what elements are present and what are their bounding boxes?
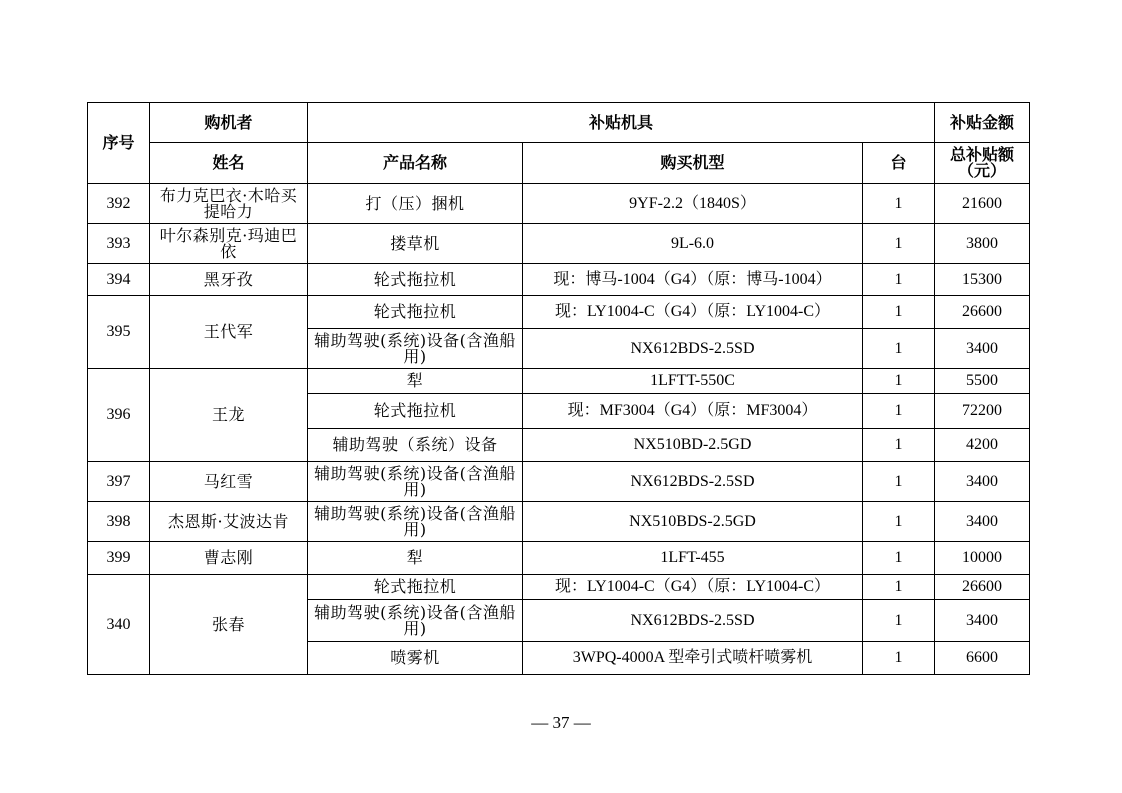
row-model: 现：LY1004-C（G4）（原：LY1004-C） [523,296,863,329]
row-units: 1 [863,502,935,542]
subsidy-table [87,102,1030,675]
table-row [88,575,1030,600]
row-model: NX510BDS-2.5GD [523,502,863,542]
row-units: 1 [863,642,935,675]
table-row [88,462,1030,502]
header-product: 产品名称 [308,143,523,184]
row-amount: 15300 [935,264,1030,296]
row-seq: 393 [88,224,150,264]
row-units: 1 [863,462,935,502]
row-seq: 396 [88,369,150,462]
row-amount: 26600 [935,575,1030,600]
row-product: 辅助驾驶（系统）设备 [308,429,523,462]
row-units: 1 [863,296,935,329]
row-seq: 395 [88,296,150,369]
table-row [88,224,1030,264]
row-units: 1 [863,264,935,296]
row-model: 现：MF3004（G4）（原：MF3004） [523,394,863,429]
row-amount: 10000 [935,542,1030,575]
row-model: 9YF-2.2（1840S） [523,184,863,224]
header-name: 姓名 [150,143,308,184]
row-units: 1 [863,394,935,429]
row-product: 轮式拖拉机 [308,296,523,329]
row-product: 辅助驾驶(系统)设备(含渔船用) [308,502,523,542]
row-model: 9L-6.0 [523,224,863,264]
table-row [88,184,1030,224]
row-amount: 21600 [935,184,1030,224]
row-buyer-name: 曹志刚 [150,542,308,575]
row-seq: 392 [88,184,150,224]
row-model: 现：LY1004-C（G4）（原：LY1004-C） [523,575,863,600]
header-amount: 补贴金额 [935,103,1030,143]
row-seq: 340 [88,575,150,675]
row-units: 1 [863,329,935,369]
header-machine: 补贴机具 [308,103,935,143]
row-product: 打（压）捆机 [308,184,523,224]
row-model: NX612BDS-2.5SD [523,600,863,642]
row-buyer-name: 杰恩斯·艾波达肯 [150,502,308,542]
table-row [88,369,1030,394]
table-row [88,502,1030,542]
header-buyer: 购机者 [150,103,308,143]
header-seq: 序号 [88,103,150,184]
row-model: NX612BDS-2.5SD [523,462,863,502]
row-buyer-name: 王龙 [150,369,308,462]
row-amount: 6600 [935,642,1030,675]
row-seq: 394 [88,264,150,296]
row-buyer-name: 叶尔森别克·玛迪巴依 [150,224,308,264]
row-amount: 3800 [935,224,1030,264]
row-amount: 26600 [935,296,1030,329]
row-product: 轮式拖拉机 [308,394,523,429]
row-product: 辅助驾驶(系统)设备(含渔船用) [308,329,523,369]
row-model: 3WPQ-4000A 型牵引式喷杆喷雾机 [523,642,863,675]
row-units: 1 [863,542,935,575]
row-amount: 72200 [935,394,1030,429]
row-product: 轮式拖拉机 [308,264,523,296]
row-product: 轮式拖拉机 [308,575,523,600]
table-row [88,296,1030,329]
row-model: 1LFT-455 [523,542,863,575]
row-model: 1LFTT-550C [523,369,863,394]
row-model: NX612BDS-2.5SD [523,329,863,369]
page-number: — 37 — [531,713,591,732]
table-row [88,542,1030,575]
row-product: 犁 [308,542,523,575]
header-units: 台 [863,143,935,184]
row-seq: 397 [88,462,150,502]
row-product: 辅助驾驶(系统)设备(含渔船用) [308,462,523,502]
row-product: 犁 [308,369,523,394]
row-amount: 3400 [935,462,1030,502]
row-amount: 3400 [935,600,1030,642]
row-units: 1 [863,600,935,642]
row-buyer-name: 布力克巴衣·木哈买提哈力 [150,184,308,224]
row-buyer-name: 马红雪 [150,462,308,502]
row-units: 1 [863,429,935,462]
row-units: 1 [863,575,935,600]
row-amount: 4200 [935,429,1030,462]
header-model: 购买机型 [523,143,863,184]
row-model: 现：博马-1004（G4）（原：博马-1004） [523,264,863,296]
row-amount: 5500 [935,369,1030,394]
row-buyer-name: 黑牙孜 [150,264,308,296]
row-buyer-name: 王代军 [150,296,308,369]
row-seq: 398 [88,502,150,542]
row-model: NX510BD-2.5GD [523,429,863,462]
row-units: 1 [863,224,935,264]
row-amount: 3400 [935,502,1030,542]
row-product: 喷雾机 [308,642,523,675]
row-buyer-name: 张春 [150,575,308,675]
table-row [88,264,1030,296]
header-total: 总补贴额（元） [935,143,1030,184]
row-units: 1 [863,184,935,224]
row-amount: 3400 [935,329,1030,369]
row-units: 1 [863,369,935,394]
row-product: 辅助驾驶(系统)设备(含渔船用) [308,600,523,642]
row-product: 搂草机 [308,224,523,264]
row-seq: 399 [88,542,150,575]
